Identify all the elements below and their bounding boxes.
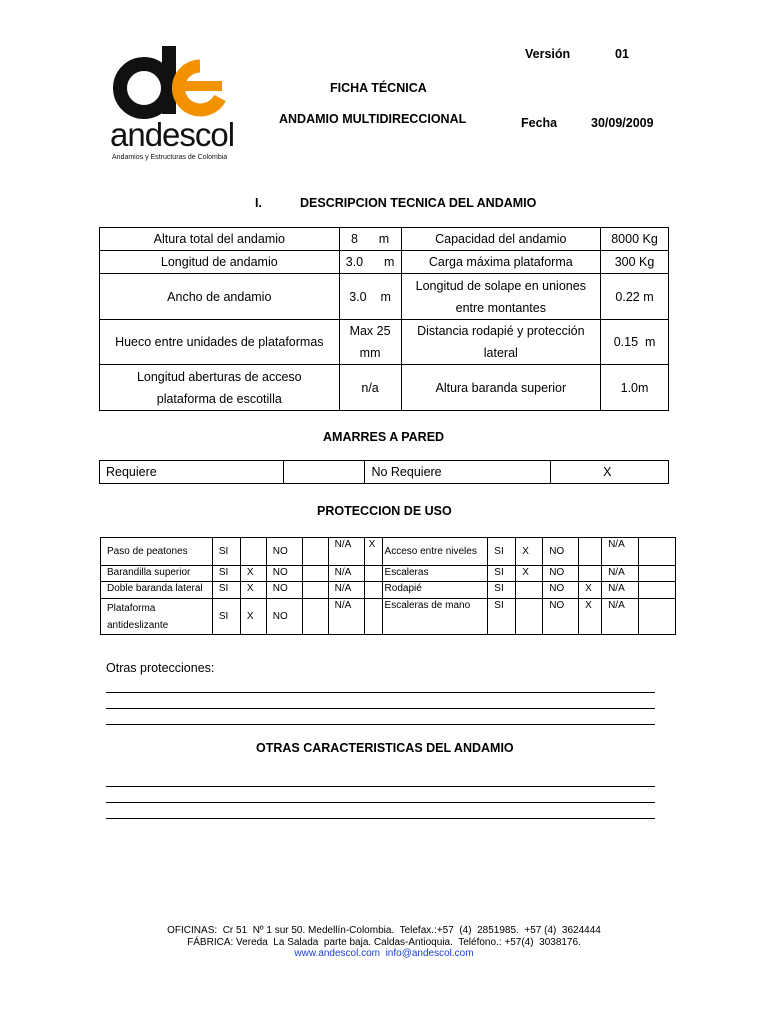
na-mark xyxy=(639,599,676,635)
na-mark xyxy=(364,599,382,635)
no-label: NO xyxy=(543,538,579,566)
no-label: NO xyxy=(543,566,579,582)
si-label: SI xyxy=(488,582,516,599)
date-label: Fecha xyxy=(521,116,558,130)
spec-value: Max 25 mm xyxy=(339,320,401,365)
no-requiere-label: No Requiere xyxy=(365,461,551,484)
no-label: NO xyxy=(266,566,302,582)
spec-value: 3.0 m xyxy=(339,274,401,320)
na-mark: X xyxy=(364,538,382,566)
otras-caracteristicas-title: OTRAS CARACTERISTICAS DEL ANDAMIO xyxy=(256,741,514,755)
si-mark: X xyxy=(516,566,543,582)
table-row xyxy=(101,566,676,582)
na-label: N/A xyxy=(328,599,364,635)
si-label: SI xyxy=(212,582,240,599)
spec-value: 8 m xyxy=(339,228,401,251)
website-link[interactable]: www.andescol.com xyxy=(294,948,381,959)
na-label: N/A xyxy=(602,538,639,566)
na-label: N/A xyxy=(328,538,364,566)
no-requiere-mark: X xyxy=(551,461,669,484)
version-label: Versión xyxy=(525,47,571,61)
spec-label: Altura total del andamio xyxy=(100,228,340,251)
spec-label: Distancia rodapié y protección lateral xyxy=(401,320,601,365)
si-mark: X xyxy=(240,599,266,635)
proteccion-item: Barandilla superior xyxy=(101,566,213,582)
no-mark: X xyxy=(579,582,602,599)
otras-protecciones-label: Otras protecciones: xyxy=(106,661,215,675)
company-logo xyxy=(108,40,248,170)
no-label: NO xyxy=(266,538,302,566)
si-label: SI xyxy=(212,538,240,566)
spec-label: Carga máxima plataforma xyxy=(401,251,601,274)
no-mark: X xyxy=(579,599,602,635)
proteccion-item: Acceso entre niveles xyxy=(382,538,488,566)
proteccion-table xyxy=(100,537,676,635)
proteccion-item: Paso de peatones xyxy=(101,538,213,566)
na-mark xyxy=(639,582,676,599)
no-label: NO xyxy=(266,582,302,599)
na-label: N/A xyxy=(602,582,639,599)
table-row xyxy=(100,461,669,484)
version-value: 01 xyxy=(615,47,629,61)
na-mark xyxy=(639,538,676,566)
amarres-table xyxy=(99,460,669,484)
no-mark xyxy=(302,538,328,566)
si-mark: X xyxy=(516,538,543,566)
spec-value: 0.15 m xyxy=(601,320,669,365)
no-mark xyxy=(302,566,328,582)
no-mark xyxy=(579,566,602,582)
proteccion-item: Rodapié xyxy=(382,582,488,599)
requiere-label: Requiere xyxy=(100,461,284,484)
logo-ae-mark xyxy=(112,40,232,120)
spec-value: 0.22 m xyxy=(601,274,669,320)
table-row xyxy=(100,228,669,251)
si-label: SI xyxy=(212,599,240,635)
proteccion-item: Escaleras de mano xyxy=(382,599,488,635)
table-row xyxy=(100,274,669,320)
writing-line xyxy=(106,692,655,693)
document-title: FICHA TÉCNICA xyxy=(330,81,427,95)
footer-offices: OFICINAS: Cr 51 Nº 1 sur 50. Medellín-Colombia. Telefax.:+57 (4) 2851985. +57 (4) 3624444 xyxy=(167,925,601,936)
no-label: NO xyxy=(543,599,579,635)
section-number: I. xyxy=(255,196,262,210)
si-mark xyxy=(516,582,543,599)
na-label: N/A xyxy=(328,582,364,599)
si-label: SI xyxy=(488,566,516,582)
si-mark: X xyxy=(240,566,266,582)
proteccion-item: Escaleras xyxy=(382,566,488,582)
brand-tagline: Andamios y Estructuras de Colombia xyxy=(112,154,228,161)
spec-label: Longitud de solape en uniones entre montantes xyxy=(401,274,601,320)
spec-label: Capacidad del andamio xyxy=(401,228,601,251)
no-label: NO xyxy=(543,582,579,599)
spec-value: 1.0m xyxy=(601,365,669,411)
writing-line xyxy=(106,786,655,787)
na-label: N/A xyxy=(602,599,639,635)
spec-value: 300 Kg xyxy=(601,251,669,274)
no-mark xyxy=(302,599,328,635)
email-link[interactable]: info@andescol.com xyxy=(385,948,474,959)
amarres-title: AMARRES A PARED xyxy=(323,430,445,444)
table-row xyxy=(100,320,669,365)
footer-contact xyxy=(0,948,768,960)
writing-line xyxy=(106,724,655,725)
si-mark xyxy=(240,538,266,566)
document-subtitle: ANDAMIO MULTIDIRECCIONAL xyxy=(279,112,467,126)
si-label: SI xyxy=(488,599,516,635)
si-label: SI xyxy=(212,566,240,582)
no-mark xyxy=(302,582,328,599)
na-mark xyxy=(364,582,382,599)
table-row xyxy=(101,538,676,566)
table-row xyxy=(100,251,669,274)
proteccion-item: Plataforma antideslizante xyxy=(101,599,213,635)
na-mark xyxy=(639,566,676,582)
table-row xyxy=(101,599,676,635)
na-label: N/A xyxy=(602,566,639,582)
technical-specs-table xyxy=(99,227,669,411)
proteccion-item: Doble baranda lateral xyxy=(101,582,213,599)
si-mark: X xyxy=(240,582,266,599)
writing-line xyxy=(106,802,655,803)
table-row xyxy=(100,365,669,411)
table-row xyxy=(101,582,676,599)
na-mark xyxy=(364,566,382,582)
spec-label: Longitud aberturas de acceso plataforma de escotilla xyxy=(100,365,340,411)
si-label: SI xyxy=(488,538,516,566)
spec-value: 8000 Kg xyxy=(601,228,669,251)
brand-name: andescol xyxy=(110,116,235,153)
spec-value: n/a xyxy=(339,365,401,411)
spec-label: Ancho de andamio xyxy=(100,274,340,320)
si-mark xyxy=(516,599,543,635)
section-title: DESCRIPCION TECNICA DEL ANDAMIO xyxy=(300,196,537,210)
writing-line xyxy=(106,818,655,819)
spec-label: Altura baranda superior xyxy=(401,365,601,411)
no-label: NO xyxy=(266,599,302,635)
proteccion-title: PROTECCION DE USO xyxy=(317,504,452,518)
spec-value: 3.0 m xyxy=(339,251,401,274)
spec-label: Longitud de andamio xyxy=(100,251,340,274)
date-value: 30/09/2009 xyxy=(591,116,654,130)
na-label: N/A xyxy=(328,566,364,582)
footer-factory: FÁBRICA: Vereda La Salada parte baja. Caldas-Antioquia. Teléfono.: +57(4) 3038176. xyxy=(187,937,581,948)
writing-line xyxy=(106,708,655,709)
spec-label: Hueco entre unidades de plataformas xyxy=(100,320,340,365)
no-mark xyxy=(579,538,602,566)
requiere-mark xyxy=(283,461,365,484)
